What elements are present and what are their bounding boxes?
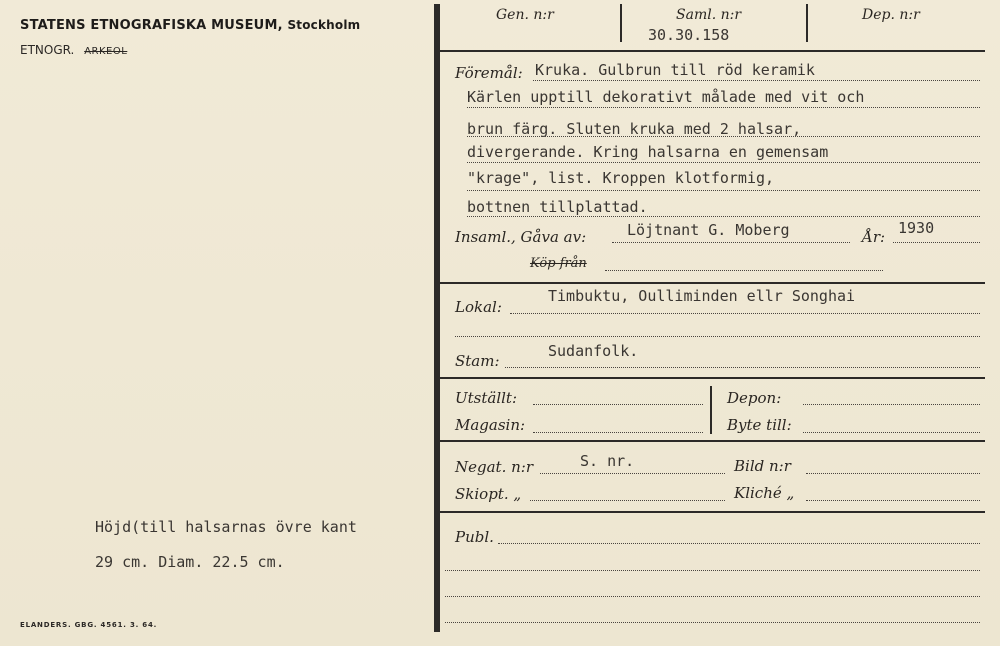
negat-label: Negat. n:r — [455, 458, 533, 476]
collection-label: Insaml., Gåva av: — [455, 228, 587, 246]
dots-object-5 — [467, 190, 980, 191]
rule-storage — [440, 440, 985, 442]
donor-value: Löjtnant G. Moberg — [627, 221, 790, 239]
museum-header — [20, 18, 360, 33]
dots-lokal-2 — [455, 336, 980, 337]
dots-donor — [612, 242, 850, 243]
dots-purchase — [605, 270, 883, 271]
object-label: Föremål: — [455, 64, 523, 82]
year-label: År: — [862, 228, 886, 246]
gen-number-label: Gen. n:r — [496, 7, 554, 23]
header-divider-1 — [620, 4, 622, 42]
dots-year — [893, 242, 980, 243]
dots-kliche — [806, 500, 980, 501]
magasin-label: Magasin: — [455, 416, 526, 434]
header-divider-2 — [806, 4, 808, 42]
purchase-label — [530, 256, 587, 271]
bild-label: Bild n:r — [734, 457, 791, 475]
object-line-6: bottnen tillplattad. — [467, 198, 648, 216]
dots-skiopt — [530, 500, 725, 501]
rule-negat — [440, 511, 985, 513]
object-line-5: "krage", list. Kroppen klotformig, — [467, 169, 775, 187]
byte-label: Byte till: — [727, 416, 792, 434]
dimension-note-line1: Höjd(till halsarnas övre kant — [95, 518, 357, 536]
museum-name: STATENS ETNOGRAFISKA MUSEUM, — [20, 18, 283, 33]
object-line-4: divergerande. Kring halsarna en gemensam — [467, 143, 829, 161]
skiopt-label: Skiopt. „ — [455, 485, 522, 503]
dots-object-4 — [467, 162, 980, 163]
saml-number-value: 30.30.158 — [648, 26, 730, 44]
storage-divider — [710, 386, 712, 434]
lokal-label: Lokal: — [455, 298, 502, 316]
rule-stam — [440, 377, 985, 379]
object-line-1: Kruka. Gulbrun till röd keramik — [535, 61, 815, 79]
stam-label: Stam: — [455, 352, 500, 370]
dots-lokal — [510, 313, 980, 314]
dep-number-label: Dep. n:r — [862, 7, 920, 23]
dots-stam — [505, 367, 980, 368]
object-line-3: brun färg. Sluten kruka med 2 halsar, — [467, 120, 802, 138]
dots-utstallt — [533, 404, 703, 405]
rule-header — [440, 50, 985, 52]
dots-publ-4 — [445, 622, 980, 623]
publ-label: Publ. — [455, 528, 494, 546]
department-line — [20, 43, 127, 57]
department: ETNOGR. — [20, 43, 75, 57]
dots-depon — [803, 404, 980, 405]
kliche-label: Kliché „ — [734, 484, 795, 502]
dots-magasin — [533, 432, 703, 433]
year-value: 1930 — [898, 219, 935, 237]
stam-value: Sudanfolk. — [548, 342, 639, 360]
saml-number-label: Saml. n:r — [676, 7, 742, 23]
museum-city: Stockholm — [287, 18, 361, 32]
vertical-divider — [434, 4, 440, 632]
dots-object-2 — [467, 107, 980, 108]
object-line-2: Kärlen upptill dekorativt målade med vit och — [467, 88, 865, 106]
dots-object-6 — [467, 216, 980, 217]
printer-imprint: ELANDERS. GBG. 4561. 3. 64. — [20, 621, 158, 629]
negat-value: S. nr. — [580, 452, 635, 470]
depon-label: Depon: — [727, 389, 782, 407]
purchase-label-text: Köp från — [530, 256, 587, 271]
dots-object-1 — [533, 80, 980, 81]
dots-negat — [540, 473, 725, 474]
dimension-note-line2: 29 cm. Diam. 22.5 cm. — [95, 553, 285, 571]
dots-publ-3 — [445, 596, 980, 597]
dots-bild — [806, 473, 980, 474]
dots-publ-2 — [445, 570, 980, 571]
utstallt-label: Utställt: — [455, 389, 518, 407]
department-struck: ARKEOL — [84, 46, 128, 57]
dots-publ-1 — [498, 543, 980, 544]
rule-collection — [440, 282, 985, 284]
lokal-value: Timbuktu, Oulliminden ellr Songhai — [548, 287, 856, 305]
dots-object-3 — [467, 136, 980, 137]
dots-byte — [803, 432, 980, 433]
